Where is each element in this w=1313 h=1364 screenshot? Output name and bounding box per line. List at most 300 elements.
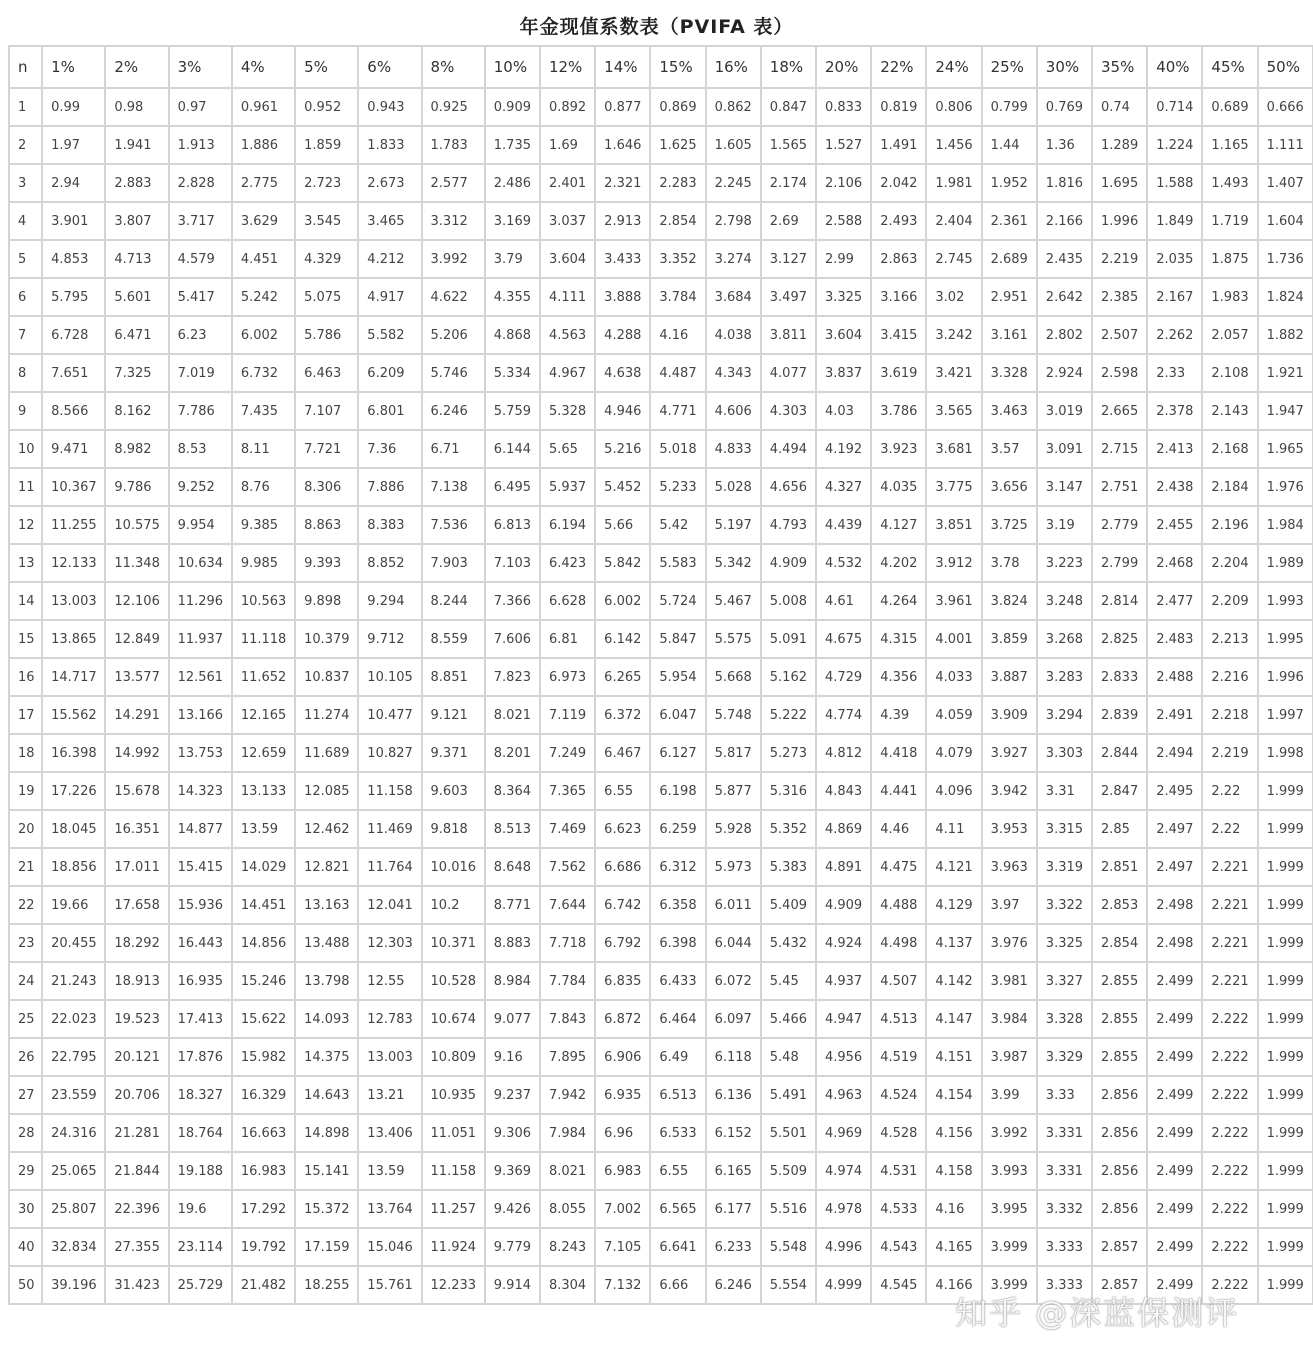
period-cell: 19 — [9, 772, 42, 810]
factor-cell: 3.325 — [1037, 924, 1092, 962]
factor-cell: 4.001 — [926, 620, 981, 658]
factor-cell: 6.072 — [706, 962, 761, 1000]
factor-cell: 16.443 — [169, 924, 232, 962]
factor-cell: 1.999 — [1258, 1038, 1313, 1076]
factor-cell: 2.799 — [1092, 544, 1147, 582]
factor-cell: 10.379 — [295, 620, 358, 658]
factor-cell: 14.643 — [295, 1076, 358, 1114]
period-cell: 11 — [9, 468, 42, 506]
factor-cell: 2.196 — [1202, 506, 1257, 544]
period-cell: 22 — [9, 886, 42, 924]
factor-cell: 5.334 — [485, 354, 540, 392]
factor-cell: 12.165 — [232, 696, 295, 734]
factor-cell: 8.162 — [105, 392, 168, 430]
factor-cell: 7.942 — [540, 1076, 595, 1114]
factor-cell: 3.294 — [1037, 696, 1092, 734]
table-row — [9, 506, 1313, 544]
factor-cell: 15.761 — [358, 1266, 421, 1304]
factor-cell: 12.561 — [169, 658, 232, 696]
factor-cell: 16.329 — [232, 1076, 295, 1114]
factor-cell: 6.312 — [650, 848, 705, 886]
column-header-rate: 3% — [169, 46, 232, 88]
factor-cell: 10.575 — [105, 506, 168, 544]
factor-cell: 4.121 — [926, 848, 981, 886]
factor-cell: 18.255 — [295, 1266, 358, 1304]
column-header-n: n — [9, 46, 42, 88]
column-header-rate: 5% — [295, 46, 358, 88]
factor-cell: 2.853 — [1092, 886, 1147, 924]
factor-cell: 2.222 — [1202, 1266, 1257, 1304]
factor-cell: 2.856 — [1092, 1076, 1147, 1114]
factor-cell: 3.681 — [926, 430, 981, 468]
factor-cell: 4.638 — [595, 354, 650, 392]
factor-cell: 0.909 — [485, 88, 540, 126]
period-cell: 5 — [9, 240, 42, 278]
factor-cell: 2.598 — [1092, 354, 1147, 392]
factor-cell: 4.439 — [816, 506, 871, 544]
factor-cell: 5.748 — [706, 696, 761, 734]
factor-cell: 2.483 — [1147, 620, 1202, 658]
factor-cell: 1.947 — [1258, 392, 1313, 430]
factor-cell: 2.204 — [1202, 544, 1257, 582]
factor-cell: 1.695 — [1092, 164, 1147, 202]
factor-cell: 2.219 — [1092, 240, 1147, 278]
factor-cell: 16.398 — [42, 734, 105, 772]
factor-cell: 10.674 — [422, 1000, 485, 1038]
factor-cell: 1.604 — [1258, 202, 1313, 240]
factor-cell: 5.66 — [595, 506, 650, 544]
factor-cell: 14.451 — [232, 886, 295, 924]
factor-cell: 15.562 — [42, 696, 105, 734]
factor-cell: 7.119 — [540, 696, 595, 734]
period-cell: 13 — [9, 544, 42, 582]
factor-cell: 0.877 — [595, 88, 650, 126]
factor-cell: 5.509 — [761, 1152, 816, 1190]
factor-cell: 11.348 — [105, 544, 168, 582]
factor-cell: 7.469 — [540, 810, 595, 848]
factor-cell: 4.315 — [871, 620, 926, 658]
factor-cell: 3.987 — [982, 1038, 1037, 1076]
factor-cell: 1.783 — [422, 126, 485, 164]
factor-cell: 1.999 — [1258, 1000, 1313, 1038]
factor-cell: 4.793 — [761, 506, 816, 544]
factor-cell: 5.233 — [650, 468, 705, 506]
factor-cell: 8.76 — [232, 468, 295, 506]
factor-cell: 10.563 — [232, 582, 295, 620]
factor-cell: 2.855 — [1092, 962, 1147, 1000]
factor-cell: 4.494 — [761, 430, 816, 468]
factor-cell: 6.641 — [650, 1228, 705, 1266]
factor-cell: 2.855 — [1092, 1000, 1147, 1038]
factor-cell: 1.735 — [485, 126, 540, 164]
factor-cell: 3.807 — [105, 202, 168, 240]
factor-cell: 16.663 — [232, 1114, 295, 1152]
factor-cell: 9.712 — [358, 620, 421, 658]
factor-cell: 9.077 — [485, 1000, 540, 1038]
factor-cell: 6.55 — [595, 772, 650, 810]
factor-cell: 3.02 — [926, 278, 981, 316]
table-row — [9, 658, 1313, 696]
factor-cell: 20.121 — [105, 1038, 168, 1076]
factor-cell: 7.823 — [485, 658, 540, 696]
factor-cell: 12.462 — [295, 810, 358, 848]
period-cell: 28 — [9, 1114, 42, 1152]
factor-cell: 17.413 — [169, 1000, 232, 1038]
factor-cell: 6.198 — [650, 772, 705, 810]
factor-cell: 4.441 — [871, 772, 926, 810]
factor-cell: 0.862 — [706, 88, 761, 126]
factor-cell: 4.488 — [871, 886, 926, 924]
factor-cell: 1.999 — [1258, 1076, 1313, 1114]
factor-cell: 6.467 — [595, 734, 650, 772]
factor-cell: 3.312 — [422, 202, 485, 240]
factor-cell: 3.166 — [871, 278, 926, 316]
table-row — [9, 734, 1313, 772]
factor-cell: 4.343 — [706, 354, 761, 392]
factor-cell: 8.852 — [358, 544, 421, 582]
factor-cell: 12.106 — [105, 582, 168, 620]
factor-cell: 7.895 — [540, 1038, 595, 1076]
factor-cell: 6.983 — [595, 1152, 650, 1190]
factor-cell: 5.162 — [761, 658, 816, 696]
factor-cell: 7.718 — [540, 924, 595, 962]
factor-cell: 7.886 — [358, 468, 421, 506]
factor-cell: 2.689 — [982, 240, 1037, 278]
factor-cell: 3.999 — [982, 1228, 1037, 1266]
factor-cell: 4.11 — [926, 810, 981, 848]
factor-cell: 5.328 — [540, 392, 595, 430]
factor-cell: 3.332 — [1037, 1190, 1092, 1228]
factor-cell: 5.817 — [706, 734, 761, 772]
factor-cell: 1.605 — [706, 126, 761, 164]
factor-cell: 3.859 — [982, 620, 1037, 658]
factor-cell: 4.533 — [871, 1190, 926, 1228]
factor-cell: 0.847 — [761, 88, 816, 126]
factor-cell: 1.224 — [1147, 126, 1202, 164]
factor-cell: 4.03 — [816, 392, 871, 430]
factor-cell: 6.686 — [595, 848, 650, 886]
factor-cell: 18.292 — [105, 924, 168, 962]
factor-cell: 3.99 — [982, 1076, 1037, 1114]
factor-cell: 4.579 — [169, 240, 232, 278]
factor-cell: 4.212 — [358, 240, 421, 278]
factor-cell: 0.74 — [1092, 88, 1147, 126]
column-header-rate: 35% — [1092, 46, 1147, 88]
factor-cell: 7.903 — [422, 544, 485, 582]
factor-cell: 1.995 — [1258, 620, 1313, 658]
factor-cell: 2.924 — [1037, 354, 1092, 392]
table-row — [9, 202, 1313, 240]
factor-cell: 5.206 — [422, 316, 485, 354]
factor-cell: 3.248 — [1037, 582, 1092, 620]
period-cell: 2 — [9, 126, 42, 164]
factor-cell: 2.828 — [169, 164, 232, 202]
factor-cell: 2.035 — [1147, 240, 1202, 278]
factor-cell: 4.329 — [295, 240, 358, 278]
period-cell: 4 — [9, 202, 42, 240]
table-row — [9, 392, 1313, 430]
factor-cell: 3.329 — [1037, 1038, 1092, 1076]
factor-cell: 17.876 — [169, 1038, 232, 1076]
period-cell: 23 — [9, 924, 42, 962]
factor-cell: 4.46 — [871, 810, 926, 848]
factor-cell: 5.197 — [706, 506, 761, 544]
factor-cell: 6.464 — [650, 1000, 705, 1038]
factor-cell: 7.002 — [595, 1190, 650, 1228]
factor-cell: 3.463 — [982, 392, 1037, 430]
factor-cell: 5.452 — [595, 468, 650, 506]
factor-cell: 9.393 — [295, 544, 358, 582]
factor-cell: 7.644 — [540, 886, 595, 924]
factor-cell: 8.566 — [42, 392, 105, 430]
factor-cell: 2.839 — [1092, 696, 1147, 734]
factor-cell: 2.435 — [1037, 240, 1092, 278]
column-header-rate: 30% — [1037, 46, 1092, 88]
factor-cell: 13.798 — [295, 962, 358, 1000]
factor-cell: 15.141 — [295, 1152, 358, 1190]
factor-cell: 5.417 — [169, 278, 232, 316]
table-row — [9, 1114, 1313, 1152]
factor-cell: 1.984 — [1258, 506, 1313, 544]
factor-cell: 2.33 — [1147, 354, 1202, 392]
factor-cell: 1.976 — [1258, 468, 1313, 506]
column-header-rate: 22% — [871, 46, 926, 88]
factor-cell: 0.769 — [1037, 88, 1092, 126]
factor-cell: 3.79 — [485, 240, 540, 278]
factor-cell: 3.497 — [761, 278, 816, 316]
factor-cell: 2.222 — [1202, 1152, 1257, 1190]
factor-cell: 2.673 — [358, 164, 421, 202]
factor-cell: 4.192 — [816, 430, 871, 468]
factor-cell: 7.36 — [358, 430, 421, 468]
factor-cell: 17.292 — [232, 1190, 295, 1228]
period-cell: 20 — [9, 810, 42, 848]
factor-cell: 4.532 — [816, 544, 871, 582]
factor-cell: 3.545 — [295, 202, 358, 240]
factor-cell: 3.352 — [650, 240, 705, 278]
factor-cell: 2.222 — [1202, 1114, 1257, 1152]
factor-cell: 2.468 — [1147, 544, 1202, 582]
factor-cell: 12.085 — [295, 772, 358, 810]
factor-cell: 5.48 — [761, 1038, 816, 1076]
factor-cell: 4.166 — [926, 1266, 981, 1304]
factor-cell: 1.875 — [1202, 240, 1257, 278]
factor-cell: 9.237 — [485, 1076, 540, 1114]
factor-cell: 5.516 — [761, 1190, 816, 1228]
factor-cell: 13.003 — [358, 1038, 421, 1076]
factor-cell: 22.396 — [105, 1190, 168, 1228]
column-header-rate: 45% — [1202, 46, 1257, 88]
factor-cell: 23.559 — [42, 1076, 105, 1114]
factor-cell: 20.455 — [42, 924, 105, 962]
factor-cell: 5.222 — [761, 696, 816, 734]
factor-cell: 8.201 — [485, 734, 540, 772]
factor-cell: 13.133 — [232, 772, 295, 810]
factor-cell: 9.16 — [485, 1038, 540, 1076]
factor-cell: 5.583 — [650, 544, 705, 582]
factor-cell: 12.133 — [42, 544, 105, 582]
column-header-rate: 24% — [926, 46, 981, 88]
factor-cell: 4.974 — [816, 1152, 871, 1190]
factor-cell: 4.303 — [761, 392, 816, 430]
factor-cell: 6.358 — [650, 886, 705, 924]
table-row — [9, 620, 1313, 658]
table-row — [9, 696, 1313, 734]
factor-cell: 10.837 — [295, 658, 358, 696]
factor-cell: 2.404 — [926, 202, 981, 240]
factor-cell: 9.306 — [485, 1114, 540, 1152]
factor-cell: 12.041 — [358, 886, 421, 924]
factor-cell: 3.433 — [595, 240, 650, 278]
factor-cell: 12.783 — [358, 1000, 421, 1038]
factor-cell: 1.816 — [1037, 164, 1092, 202]
factor-cell: 1.965 — [1258, 430, 1313, 468]
factor-cell: 6.259 — [650, 810, 705, 848]
factor-cell: 14.323 — [169, 772, 232, 810]
factor-cell: 3.851 — [926, 506, 981, 544]
factor-cell: 0.98 — [105, 88, 168, 126]
factor-cell: 9.985 — [232, 544, 295, 582]
factor-cell: 2.498 — [1147, 886, 1202, 924]
factor-cell: 10.477 — [358, 696, 421, 734]
factor-cell: 4.713 — [105, 240, 168, 278]
period-cell: 25 — [9, 1000, 42, 1038]
factor-cell: 22.023 — [42, 1000, 105, 1038]
factor-cell: 8.243 — [540, 1228, 595, 1266]
period-cell: 27 — [9, 1076, 42, 1114]
column-header-rate: 20% — [816, 46, 871, 88]
factor-cell: 2.222 — [1202, 1000, 1257, 1038]
factor-cell: 2.85 — [1092, 810, 1147, 848]
pvifa-table — [8, 45, 1313, 1305]
factor-cell: 7.249 — [540, 734, 595, 772]
factor-cell: 3.656 — [982, 468, 1037, 506]
factor-cell: 4.909 — [816, 886, 871, 924]
factor-cell: 3.909 — [982, 696, 1037, 734]
factor-cell: 2.222 — [1202, 1038, 1257, 1076]
factor-cell: 2.22 — [1202, 810, 1257, 848]
factor-cell: 1.882 — [1258, 316, 1313, 354]
factor-cell: 15.046 — [358, 1228, 421, 1266]
factor-cell: 4.154 — [926, 1076, 981, 1114]
factor-cell: 2.775 — [232, 164, 295, 202]
period-cell: 3 — [9, 164, 42, 202]
factor-cell: 5.724 — [650, 582, 705, 620]
factor-cell: 4.61 — [816, 582, 871, 620]
factor-cell: 5.601 — [105, 278, 168, 316]
factor-cell: 8.244 — [422, 582, 485, 620]
factor-cell: 3.331 — [1037, 1152, 1092, 1190]
factor-cell: 3.161 — [982, 316, 1037, 354]
factor-cell: 0.833 — [816, 88, 871, 126]
factor-cell: 11.469 — [358, 810, 421, 848]
factor-cell: 9.779 — [485, 1228, 540, 1266]
table-row — [9, 1076, 1313, 1114]
period-cell: 16 — [9, 658, 42, 696]
factor-cell: 6.372 — [595, 696, 650, 734]
factor-cell: 0.806 — [926, 88, 981, 126]
factor-cell: 16.935 — [169, 962, 232, 1000]
factor-cell: 4.142 — [926, 962, 981, 1000]
factor-cell: 3.333 — [1037, 1228, 1092, 1266]
factor-cell: 2.69 — [761, 202, 816, 240]
column-header-rate: 15% — [650, 46, 705, 88]
factor-cell: 3.57 — [982, 430, 1037, 468]
factor-cell: 1.999 — [1258, 1152, 1313, 1190]
factor-cell: 4.129 — [926, 886, 981, 924]
factor-cell: 6.623 — [595, 810, 650, 848]
column-header-rate: 6% — [358, 46, 421, 88]
period-cell: 18 — [9, 734, 42, 772]
factor-cell: 3.328 — [1037, 1000, 1092, 1038]
factor-cell: 4.656 — [761, 468, 816, 506]
factor-cell: 4.39 — [871, 696, 926, 734]
factor-cell: 6.002 — [595, 582, 650, 620]
factor-cell: 3.961 — [926, 582, 981, 620]
factor-cell: 6.813 — [485, 506, 540, 544]
factor-cell: 11.051 — [422, 1114, 485, 1152]
factor-cell: 0.799 — [982, 88, 1037, 126]
factor-cell: 5.786 — [295, 316, 358, 354]
factor-cell: 3.999 — [982, 1266, 1037, 1304]
factor-cell: 1.646 — [595, 126, 650, 164]
factor-cell: 1.999 — [1258, 772, 1313, 810]
factor-cell: 4.264 — [871, 582, 926, 620]
factor-cell: 4.096 — [926, 772, 981, 810]
factor-cell: 3.604 — [816, 316, 871, 354]
factor-cell: 1.36 — [1037, 126, 1092, 164]
factor-cell: 1.736 — [1258, 240, 1313, 278]
factor-cell: 2.245 — [706, 164, 761, 202]
period-cell: 24 — [9, 962, 42, 1000]
factor-cell: 3.604 — [540, 240, 595, 278]
factor-cell: 1.565 — [761, 126, 816, 164]
factor-cell: 2.498 — [1147, 924, 1202, 962]
factor-cell: 4.909 — [761, 544, 816, 582]
factor-cell: 2.222 — [1202, 1190, 1257, 1228]
factor-cell: 2.455 — [1147, 506, 1202, 544]
factor-cell: 5.242 — [232, 278, 295, 316]
factor-cell: 5.65 — [540, 430, 595, 468]
table-row — [9, 772, 1313, 810]
table-row — [9, 924, 1313, 962]
factor-cell: 1.998 — [1258, 734, 1313, 772]
factor-cell: 0.689 — [1202, 88, 1257, 126]
factor-cell: 2.221 — [1202, 962, 1257, 1000]
factor-cell: 4.978 — [816, 1190, 871, 1228]
factor-cell: 5.42 — [650, 506, 705, 544]
factor-cell: 6.127 — [650, 734, 705, 772]
factor-cell: 1.999 — [1258, 810, 1313, 848]
factor-cell: 3.953 — [982, 810, 1037, 848]
factor-cell: 4.999 — [816, 1266, 871, 1304]
factor-cell: 4.038 — [706, 316, 761, 354]
factor-cell: 3.684 — [706, 278, 761, 316]
factor-cell: 6.55 — [650, 1152, 705, 1190]
factor-cell: 9.471 — [42, 430, 105, 468]
factor-cell: 4.967 — [540, 354, 595, 392]
factor-cell: 12.55 — [358, 962, 421, 1000]
factor-cell: 6.246 — [422, 392, 485, 430]
factor-cell: 9.369 — [485, 1152, 540, 1190]
factor-cell: 1.999 — [1258, 886, 1313, 924]
table-row — [9, 544, 1313, 582]
factor-cell: 2.361 — [982, 202, 1037, 240]
factor-cell: 1.588 — [1147, 164, 1202, 202]
factor-cell: 11.158 — [422, 1152, 485, 1190]
factor-cell: 4.545 — [871, 1266, 926, 1304]
factor-cell: 0.952 — [295, 88, 358, 126]
